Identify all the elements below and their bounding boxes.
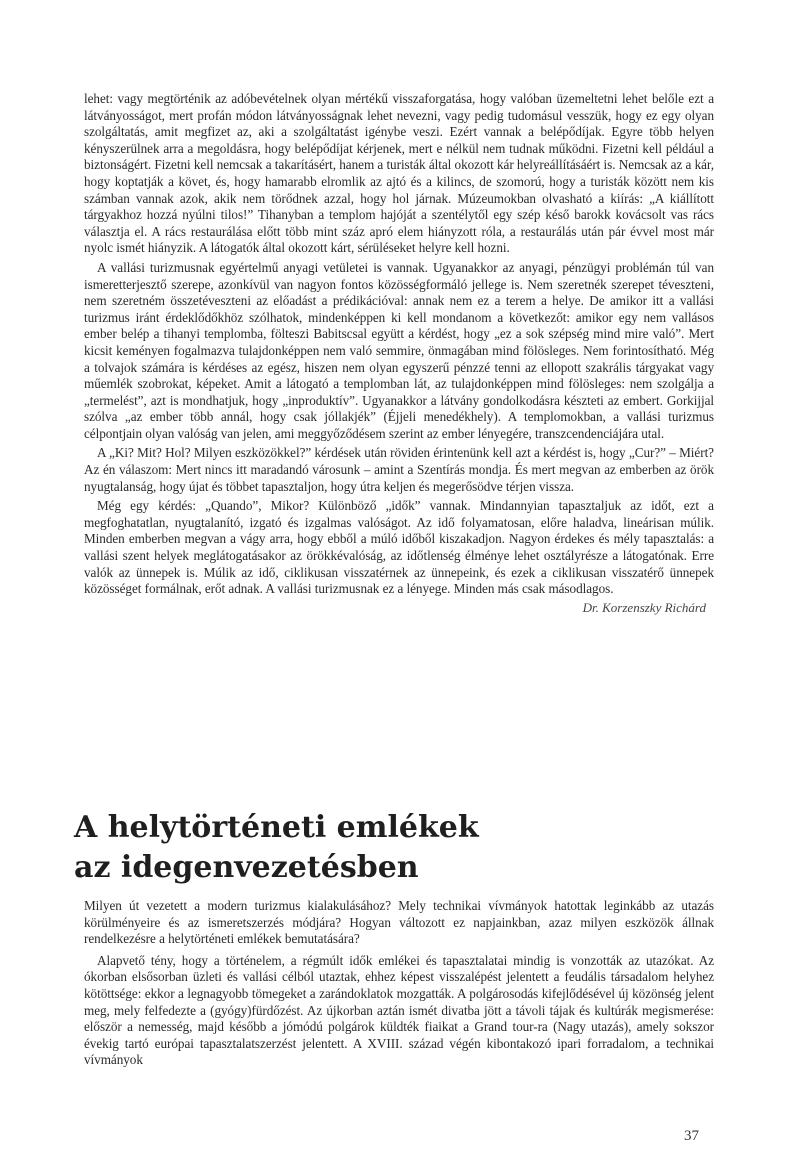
paragraph: Alapvető tény, hogy a történelem, a régmúlt idők emlékei és tapasztalatai mindig is vonzották az utazókat. Az ókorban elsősorban üzleti és vallási célból utaztak, ehhez képest visszalépést jelentett a feudális társadalom helyhez kötöttsége: ekkor a legnagyobb tömegeket a zarándoklatok mozgatták. A polgárosodás kifejlődésével új közönség jelent meg, mely felfedezte a (gyógy)fürdőzést. Az újkorban aztán ismét divatba jött a távoli tájak és kultúrák megismerése: először a nemesség, majd később a jómódú polgárok küldték fiaikat a Grand tour-ra (Nagy utazás), amely sokszor évekig tartó európai tapasztalatszerzést jelentett. A XVIII. század végén kibontakozó ipari forradalom, a technikai vívmányok [84,952,714,1068]
heading-line-2: az idegenvezetésben [74,850,419,885]
section-heading [74,808,734,888]
paragraph: A vallási turizmusnak egyértelmű anyagi vetületei is vannak. Ugyanakkor az anyagi, pénzügyi problémán túl van ismeretterjesztő szerepe, azonkívül van nagyon fontos közösségformáló jellege is. Nem szeretnék szerepet téveszteni, nem szeretném összetéveszteni az előadást a prédikációval: annak nem ez a terem a helye. De amikor itt a vallási turizmus iránt érdeklődőkhöz szólhatok, mindenképpen ki kell mondanom a következőt: amikor egy nem vallásos ember belép a tihanyi templomba, fölteszi Babitscsal együtt a kérdést, hogy „ez a sok szépség mind mire való”. Mert kicsit keményen fogalmazva tulajdonképpen nem való semmire, önmagában mind fölösleges. Nem forintosítható. Még a tolvajok számára is kérdéses az egész, hiszen nem olyan egyszerű pénzzé tenni az ellopott szakrális tárgyakat vagy műemlék szobrokat, képeket. Amit a látogató a templomban lát, az tulajdonképpen mind fölösleges: nem szolgálja a „termelést”, azt is mondhatjuk, hogy „inproduktív”. Ugyanakkor a látvány gondolkodásra készteti az embert. Gorkijjal szólva „az ember több annál, hogy csak jóllakjék” (Éjjeli menedékhely). A templomokban, a vallási turizmus célpontjain olyan valóság van jelen, ami meggyőződésem szerint az ember lényegére, transzcendenciájára utal. [84,259,714,441]
paragraph: Még egy kérdés: „Quando”, Mikor? Különböző „idők” vannak. Mindannyian tapasztaljuk az időt, ezt a megfoghatatlan, nyugtalanító, izgató és izgalmas valóságot. Az idő folyamatosan, előre haladva, lineárisan múlik. Minden emberben megvan a vágy arra, hogy ebből a múló időből kiszakadjon. Nagyon érdekes és mély tapasztalás: a vallási szent helyek meglátogatásakor az örökkévalóság, az időtlenség élménye lehet osztályrésze a látogatónak. Erre valók az ünnepek is. Múlik az idő, ciklikusan visszatérnek az ünnepeink, és ezek a ciklikusan visszatérő ünnepek közösséget formálnak, erőt adnak. A vallási turizmusnak ez a lényege. Minden más csak másodlagos. [84,498,714,597]
new-article-body [84,898,714,1069]
paragraph: lehet: vagy megtörténik az adóbevételnek olyan mértékű visszaforgatása, hogy valóban üzemeltetni lehet belőle ezt a látványosságot, mert profán módon látványosságnak lehet nevezni, vagy pedig tudomásul vesszük, hogy ez egy olyan szolgáltatás, amit megfizet az, aki a szolgáltatást igénybe veszi. Ezért vannak a belépődíjak. Egyre több helyen kényszerülnek arra a megoldásra, hogy belépődíjat kérjenek, mert e nélkül nem tudnak működni. Fizetni kell például a biztonságért. Fizetni kell nemcsak a takarításért, hanem a turisták által okozott kár helyreállításáért is. Nemcsak az a kár, hogy koptatják a követ, és, hogy hamarabb elromlik az ajtó és a kilincs, de szomorú, hogy a turisták között nem kis számban vannak azok, akik nem törődnek azzal, hogy hol járnak. Múzeumokban olvasható a kiírás: „A kiállított tárgyakhoz hozzá nyúlni tilos!” Tihanyban a templom hajóját a szentélytől egy szép késő barokk kovácsolt vas rács választja el. A rács restaurálása előtt több mint száz apró elem hiányzott róla, a restaurálás után pár évvel most már nyolc ismét hiányzik. A látogatók által okozott kárt, sérüléseket helyre kell hozni. [84,91,714,256]
author-signature: Dr. Korzenszky Richárd [582,599,706,615]
heading-line-1: A helytörténeti emlékek [74,810,479,845]
page-number: 37 [684,1128,699,1144]
article-continuation [84,91,714,616]
paragraph: Milyen út vezetett a modern turizmus kialakulásához? Mely technikai vívmányok hatottak leginkább az utazás körülményeire és az ismeretszerzés módjára? Hogyan változott ez napjainkban, azaz milyen eszközök állnak rendelkezésre a helytörténeti emlékek bemutatására? [84,898,714,947]
paragraph: A „Ki? Mit? Hol? Milyen eszközökkel?” kérdések után röviden érintenünk kell azt a kérdést is, hogy „Cur?” – Miért? Az én válaszom: Mert nincs itt maradandó városunk – amint a Szentírás mondja. És mert megvan az emberben az örök nyugtalanság, hogy újat és többet tapasztaljon, hogy útra keljen és megerősödve térjen vissza. [84,445,714,494]
